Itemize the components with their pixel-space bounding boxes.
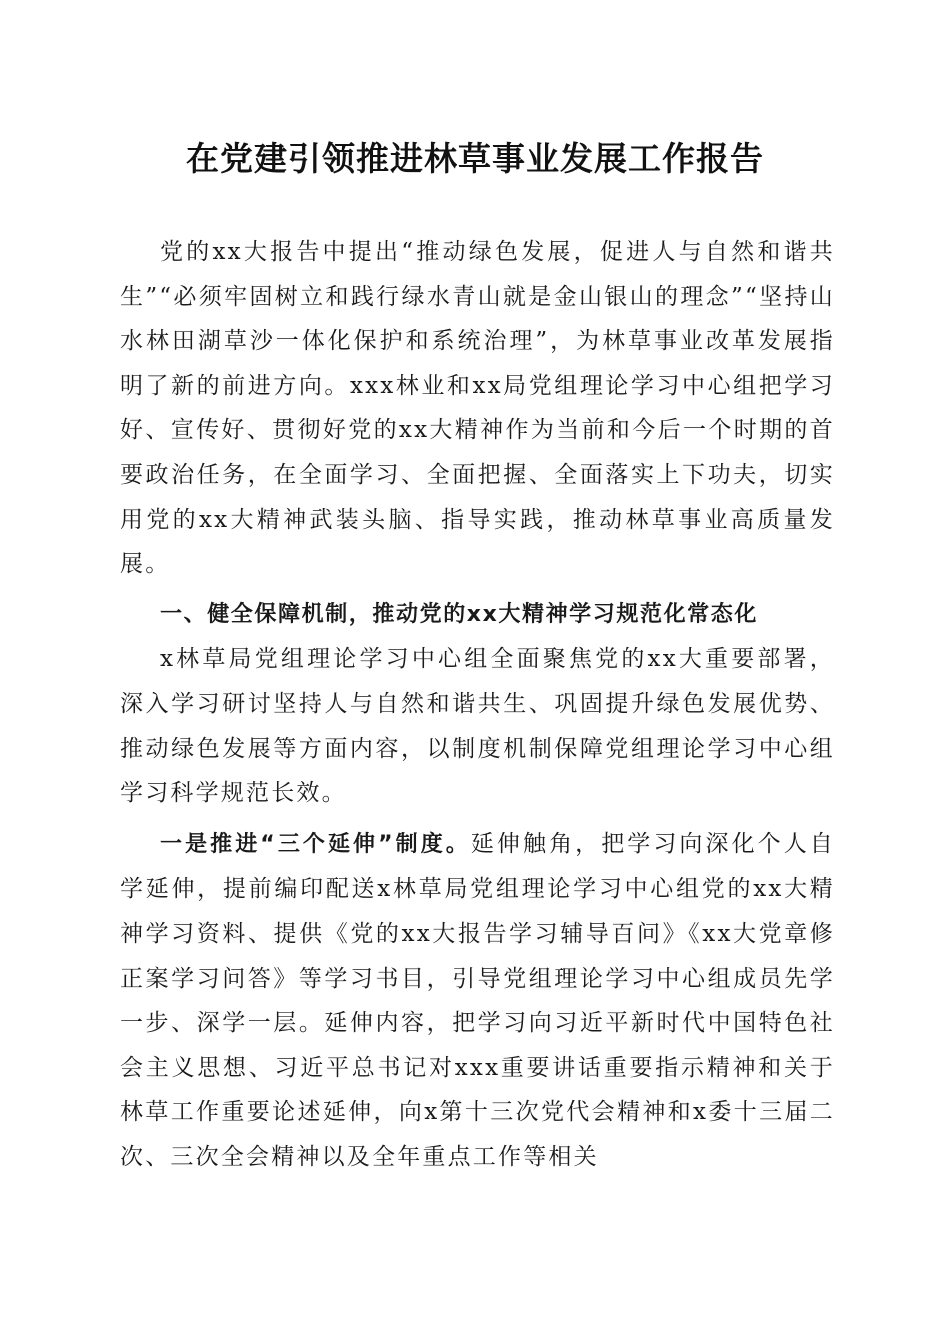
document-body [120,230,835,1179]
point-lead: 一是推进“三个延伸”制度。 [160,831,471,857]
section-heading: 一、健全保障机制，推动党的xx大精神学习规范化常态化 [160,601,758,627]
intro-paragraph: 党的xx大报告中提出“推动绿色发展，促进人与自然和谐共生”“必须牢固树立和践行绿水青山就是金山银山的理念”“坚持山水林田湖草沙一体化保护和系统治理”，为林草事业改革发展指明了新的前进方向。xxx林业和xx局党组理论学习中心组把学习好、宣传好、贯彻好党的xx大精神作为当前和今后一个时期的首要政治任务，在全面学习、全面把握、全面落实上下功夫，切实用党的xx大精神武装头脑、指导实践，推动林草事业高质量发展。 [120,239,835,578]
section-paragraph: x林草局党组理论学习中心组全面聚焦党的xx大重要部署，深入学习研讨坚持人与自然和谐共生、巩固提升绿色发展优势、推动绿色发展等方面内容，以制度机制保障党组理论学习中心组学习科学规范长效。 [120,646,835,807]
document-title: 在党建引领推进林草事业发展工作报告 [186,139,764,178]
point-paragraph [120,822,835,1180]
point-text: 延伸触角，把学习向深化个人自学延伸，提前编印配送x林草局党组理论学习中心组党的xx大精神学习资料、提供《党的xx大报告学习辅导百问》《xx大党章修正案学习问答》等学习书目，引导党组理论学习中心组成员先学一步、深学一层。延伸内容，把学习向习近平新时代中国特色社会主义思想、习近平总书记对xxx重要讲话重要指示精神和关于林草工作重要论述延伸，向x第十三次党代会精神和x委十三届二次、三次全会精神以及全年重点工作等相关 [120,830,835,1170]
